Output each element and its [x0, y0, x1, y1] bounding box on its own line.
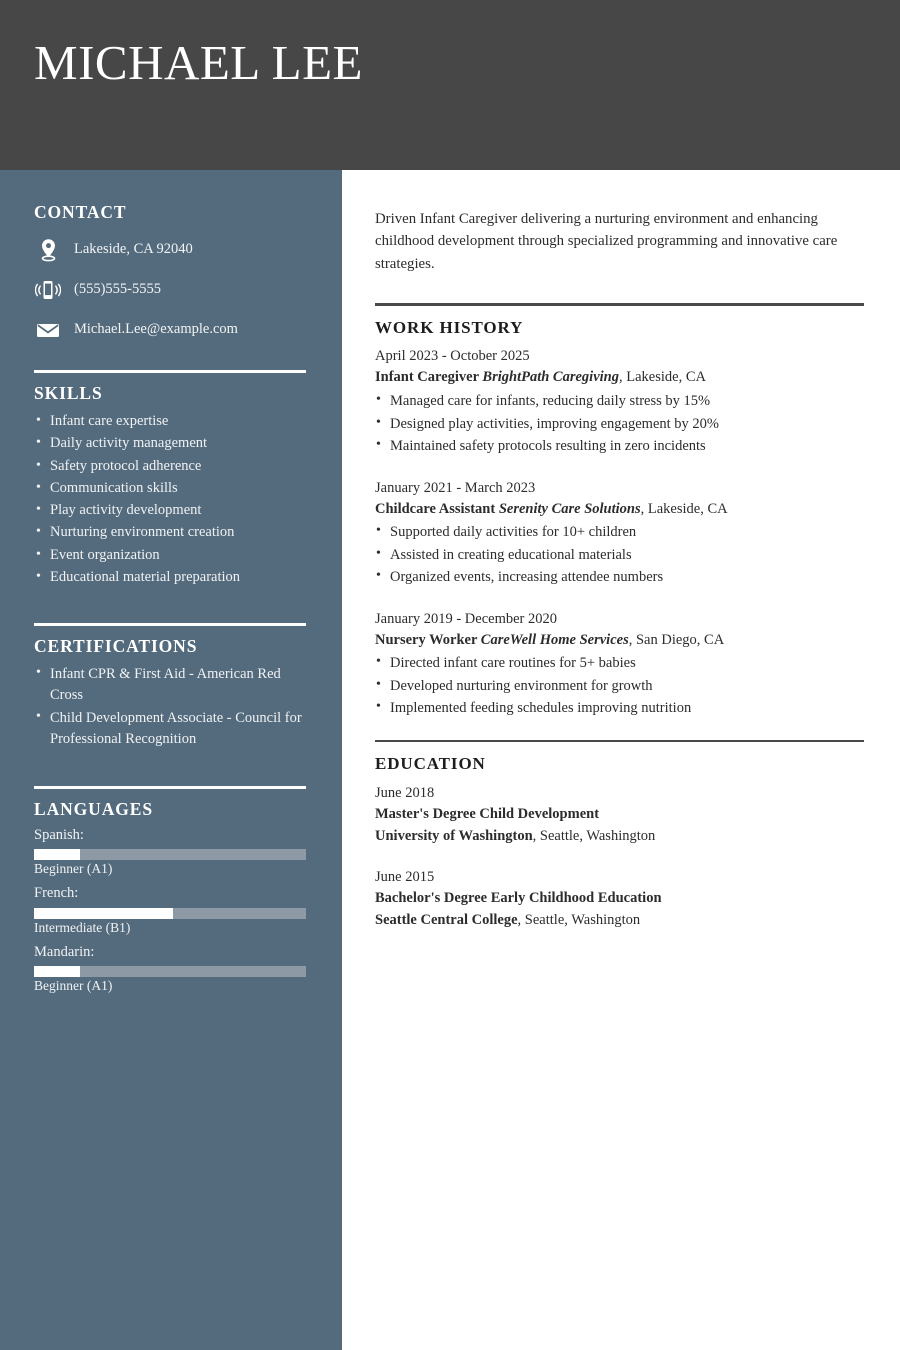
list-item: • Play activity development — [34, 500, 308, 522]
contact-section — [34, 202, 308, 350]
work-entry-bullets — [375, 652, 864, 719]
language-proficiency-fill — [34, 908, 173, 919]
education-entry-institution — [375, 910, 864, 932]
education-section — [375, 740, 864, 932]
contact-list — [34, 230, 308, 350]
education-entry-date: June 2018 — [375, 784, 435, 801]
education-entry-institution — [375, 826, 864, 848]
education-entry — [375, 783, 864, 848]
languages-section — [34, 786, 308, 995]
education-entry — [375, 867, 864, 932]
work-entry-title: Infant Caregiver — [375, 369, 483, 386]
list-item: • Nurturing environment creation — [34, 522, 308, 544]
languages-heading: LANGUAGES — [34, 798, 153, 819]
work-entry-company: CareWell Home Services — [480, 631, 629, 648]
work-entry-date: January 2019 - December 2020 — [375, 610, 557, 627]
language-proficiency-bar — [34, 908, 306, 919]
work-entry-company: BrightPath Caregiving — [482, 369, 619, 386]
contact-heading: CONTACT — [34, 202, 127, 222]
phone-icon — [34, 278, 62, 302]
language-proficiency-fill — [34, 849, 80, 860]
work-entry — [375, 478, 864, 589]
skills-list — [34, 411, 308, 589]
work-history-heading: WORK HISTORY — [375, 317, 524, 337]
work-entry-location: , Lakeside, CA — [618, 369, 706, 386]
language-item-spanish — [34, 827, 308, 878]
list-item: • Event organization — [34, 545, 308, 567]
contact-phone-text: (555)555-5555 — [74, 281, 161, 298]
certifications-list — [34, 664, 308, 750]
list-item: • Child Development Associate - Council for Professional Recognition — [34, 708, 308, 750]
list-item: • Organized events, increasing attendee numbers — [375, 566, 864, 588]
work-entry-date: April 2023 - October 2025 — [375, 348, 530, 365]
contact-item-phone — [34, 270, 308, 310]
education-rule — [375, 740, 864, 743]
language-name: French: — [34, 885, 79, 902]
contact-email-text: Michael.Lee@example.com — [74, 321, 238, 338]
languages-divider — [34, 786, 306, 789]
language-name: Spanish: — [34, 826, 84, 843]
language-name: Mandarin: — [34, 943, 95, 960]
work-entry — [375, 609, 864, 720]
language-level: Beginner (A1) — [34, 860, 113, 876]
list-item: • Educational material preparation — [34, 567, 308, 589]
certifications-section — [34, 623, 308, 750]
candidate-name: MICHAEL LEE — [34, 35, 363, 90]
education-entry-date: June 2015 — [375, 869, 435, 886]
education-entry-location: , Seattle, Washington — [532, 827, 656, 844]
education-entry-school: Seattle Central College — [375, 912, 518, 929]
sidebar — [0, 170, 342, 1350]
work-entry-position — [375, 630, 864, 652]
education-heading: EDUCATION — [375, 754, 486, 774]
skills-heading: SKILLS — [34, 383, 103, 403]
list-item: • Developed nurturing environment for growth — [375, 675, 864, 697]
language-item-french — [34, 885, 308, 936]
work-entry — [375, 346, 864, 457]
resume-header — [0, 0, 900, 170]
education-entry-degree: Bachelor's Degree Early Childhood Education — [375, 890, 662, 907]
list-item: • Communication skills — [34, 478, 308, 500]
language-proficiency-fill — [34, 966, 80, 977]
list-item: • Infant CPR & First Aid - American Red Cross — [34, 664, 308, 706]
work-entry-date: January 2021 - March 2023 — [375, 479, 536, 496]
location-pin-icon — [34, 238, 62, 262]
contact-location-text: Lakeside, CA 92040 — [74, 241, 193, 258]
education-entry-degree: Master's Degree Child Development — [375, 805, 600, 822]
work-entry-bullets — [375, 390, 864, 457]
language-proficiency-bar — [34, 966, 306, 977]
work-entry-location: , Lakeside, CA — [640, 500, 728, 517]
list-item: • Assisted in creating educational materials — [375, 544, 864, 566]
list-item: • Implemented feeding schedules improving nutrition — [375, 697, 864, 719]
certifications-heading: CERTIFICATIONS — [34, 635, 198, 656]
list-item: • Safety protocol adherence — [34, 456, 308, 478]
envelope-icon — [34, 321, 62, 339]
work-entry-location: , San Diego, CA — [628, 631, 725, 648]
skills-section — [34, 370, 308, 589]
contact-item-location — [34, 230, 308, 270]
language-proficiency-bar — [34, 849, 306, 860]
language-level: Intermediate (B1) — [34, 919, 131, 935]
work-entry-title: Nursery Worker — [375, 631, 481, 648]
education-entry-location: , Seattle, Washington — [517, 912, 641, 929]
work-history-section — [375, 303, 864, 719]
list-item: • Designed play activities, improving engagement by 20% — [375, 413, 864, 435]
main-content — [342, 170, 900, 1350]
list-item: • Maintained safety protocols resulting in zero incidents — [375, 435, 864, 457]
work-history-rule — [375, 303, 864, 306]
certifications-divider — [34, 623, 306, 626]
contact-item-email — [34, 310, 308, 350]
work-entry-company: Serenity Care Solutions — [498, 500, 641, 517]
language-item-mandarin — [34, 944, 308, 995]
list-item: • Supported daily activities for 10+ children — [375, 521, 864, 543]
list-item: • Managed care for infants, reducing daily stress by 15% — [375, 390, 864, 412]
skills-divider — [34, 370, 306, 373]
work-entry-position — [375, 367, 864, 389]
work-entry-position — [375, 499, 864, 521]
list-item: • Daily activity management — [34, 433, 308, 455]
language-level: Beginner (A1) — [34, 978, 113, 994]
professional-summary: Driven Infant Caregiver delivering a nurturing environment and enhancing childhood development through specialized programming and innovative care strategies. — [375, 211, 838, 272]
list-item: • Directed infant care routines for 5+ babies — [375, 652, 864, 674]
work-entry-bullets — [375, 521, 864, 588]
list-item: • Infant care expertise — [34, 411, 308, 433]
work-entry-title: Childcare Assistant — [375, 500, 499, 517]
education-entry-school: University of Washington — [375, 827, 533, 844]
